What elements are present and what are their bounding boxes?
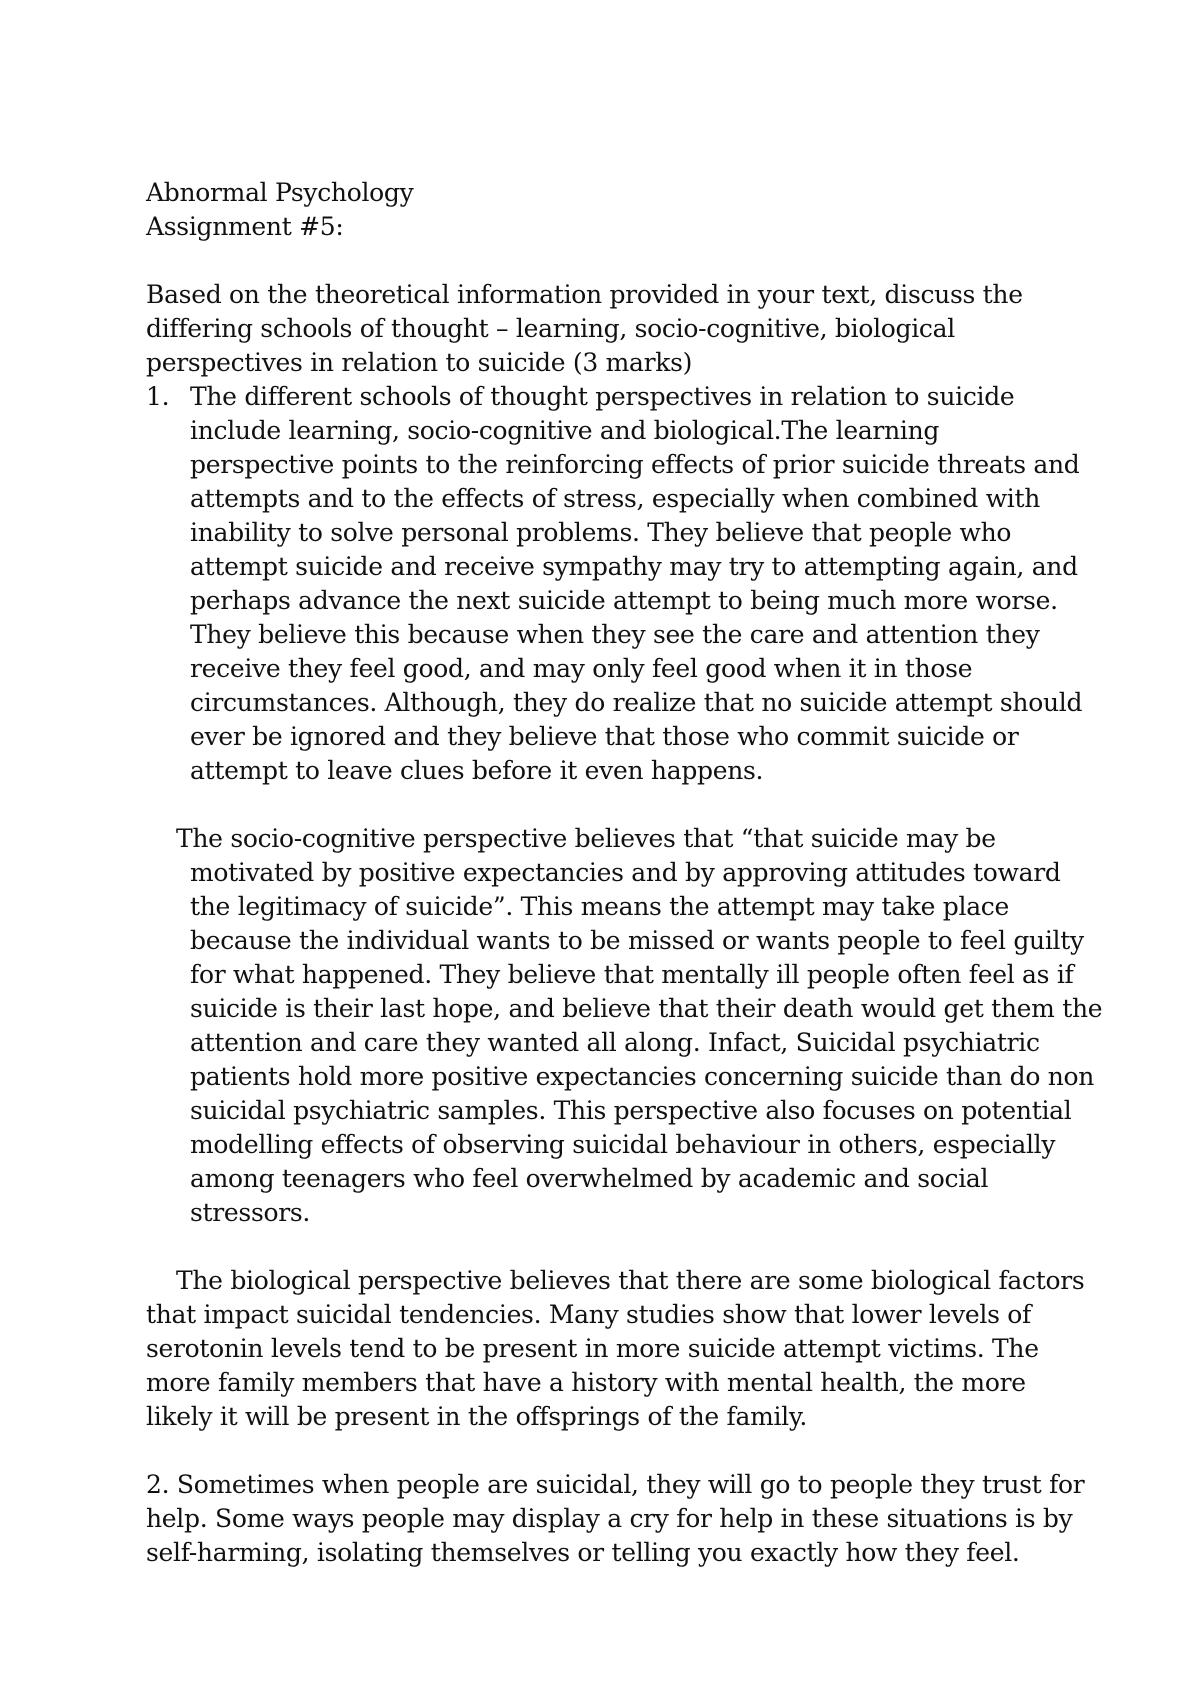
item1-line: They believe this because when they see the care and attention they xyxy=(190,620,1040,649)
spacer xyxy=(146,244,1076,278)
item1-line: ever be ignored and they believe that those who commit suicide or xyxy=(190,722,1019,751)
item1-line: perhaps advance the next suicide attempt to being much more worse. xyxy=(190,586,1058,615)
item1-line: attempt to leave clues before it even happens. xyxy=(190,756,764,785)
spacer xyxy=(146,1230,1076,1264)
list-item-1 xyxy=(146,380,1083,788)
socio-line: suicidal psychiatric samples. This perspective also focuses on potential xyxy=(190,1096,1072,1125)
socio-line: because the individual wants to be missed or wants people to feel guilty xyxy=(190,926,1084,955)
document-body xyxy=(146,176,1103,1570)
prompt-line: Based on the theoretical information provided in your text, discuss the xyxy=(146,280,1023,309)
prompt-paragraph xyxy=(146,278,1076,380)
item1-line: receive they feel good, and may only feel good when it in those xyxy=(190,654,973,683)
bio-line: The biological perspective believes that there are some biological factors xyxy=(176,1266,1085,1295)
socio-line: the legitimacy of suicide”. This means the attempt may take place xyxy=(190,892,1009,921)
bio-line: more family members that have a history with mental health, the more xyxy=(146,1368,1026,1397)
bio-line: serotonin levels tend to be present in more suicide attempt victims. The xyxy=(146,1334,1039,1363)
socio-cognitive-paragraph xyxy=(146,822,1103,1230)
course-title: Abnormal Psychology xyxy=(146,178,414,207)
socio-line: patients hold more positive expectancies concerning suicide than do non xyxy=(190,1062,1095,1091)
item1-line: perspective points to the reinforcing effects of prior suicide threats and xyxy=(190,450,1080,479)
bio-line: likely it will be present in the offsprings of the family. xyxy=(146,1402,808,1431)
prompt-line: perspectives in relation to suicide (3 marks) xyxy=(146,348,693,377)
item1-line: The different schools of thought perspectives in relation to suicide xyxy=(190,382,1015,411)
item1-line: circumstances. Although, they do realize that no suicide attempt should xyxy=(190,688,1083,717)
item1-line: attempt suicide and receive sympathy may try to attempting again, and xyxy=(190,552,1078,581)
item1-line: inability to solve personal problems. They believe that people who xyxy=(190,518,1012,547)
item2-line: 2. Sometimes when people are suicidal, they will go to people they trust for xyxy=(146,1470,1085,1499)
socio-line: stressors. xyxy=(190,1198,311,1227)
socio-line: among teenagers who feel overwhelmed by academic and social xyxy=(190,1164,989,1193)
spacer xyxy=(146,788,1076,822)
list-marker: 1. xyxy=(146,382,170,411)
item-2-paragraph xyxy=(146,1468,1085,1570)
assignment-title: Assignment #5: xyxy=(146,212,344,241)
item2-line: self-harming, isolating themselves or telling you exactly how they feel. xyxy=(146,1538,1020,1567)
socio-line: attention and care they wanted all along. Infact, Suicidal psychiatric xyxy=(190,1028,1040,1057)
socio-line: motivated by positive expectancies and by approving attitudes toward xyxy=(190,858,1061,887)
socio-line: for what happened. They believe that mentally ill people often feel as if xyxy=(190,960,1074,989)
socio-line: modelling effects of observing suicidal behaviour in others, especially xyxy=(190,1130,1056,1159)
biological-paragraph xyxy=(146,1264,1085,1434)
item1-line: attempts and to the effects of stress, especially when combined with xyxy=(190,484,1041,513)
prompt-line: differing schools of thought – learning, socio-cognitive, biological xyxy=(146,314,955,343)
socio-line: The socio-cognitive perspective believes that “that suicide may be xyxy=(176,824,996,853)
bio-line: that impact suicidal tendencies. Many studies show that lower levels of xyxy=(146,1300,1031,1329)
item1-line: include learning, socio-cognitive and biological.The learning xyxy=(190,416,940,445)
socio-line: suicide is their last hope, and believe that their death would get them the xyxy=(190,994,1103,1023)
item2-line: help. Some ways people may display a cry for help in these situations is by xyxy=(146,1504,1073,1533)
spacer xyxy=(146,1434,1076,1468)
